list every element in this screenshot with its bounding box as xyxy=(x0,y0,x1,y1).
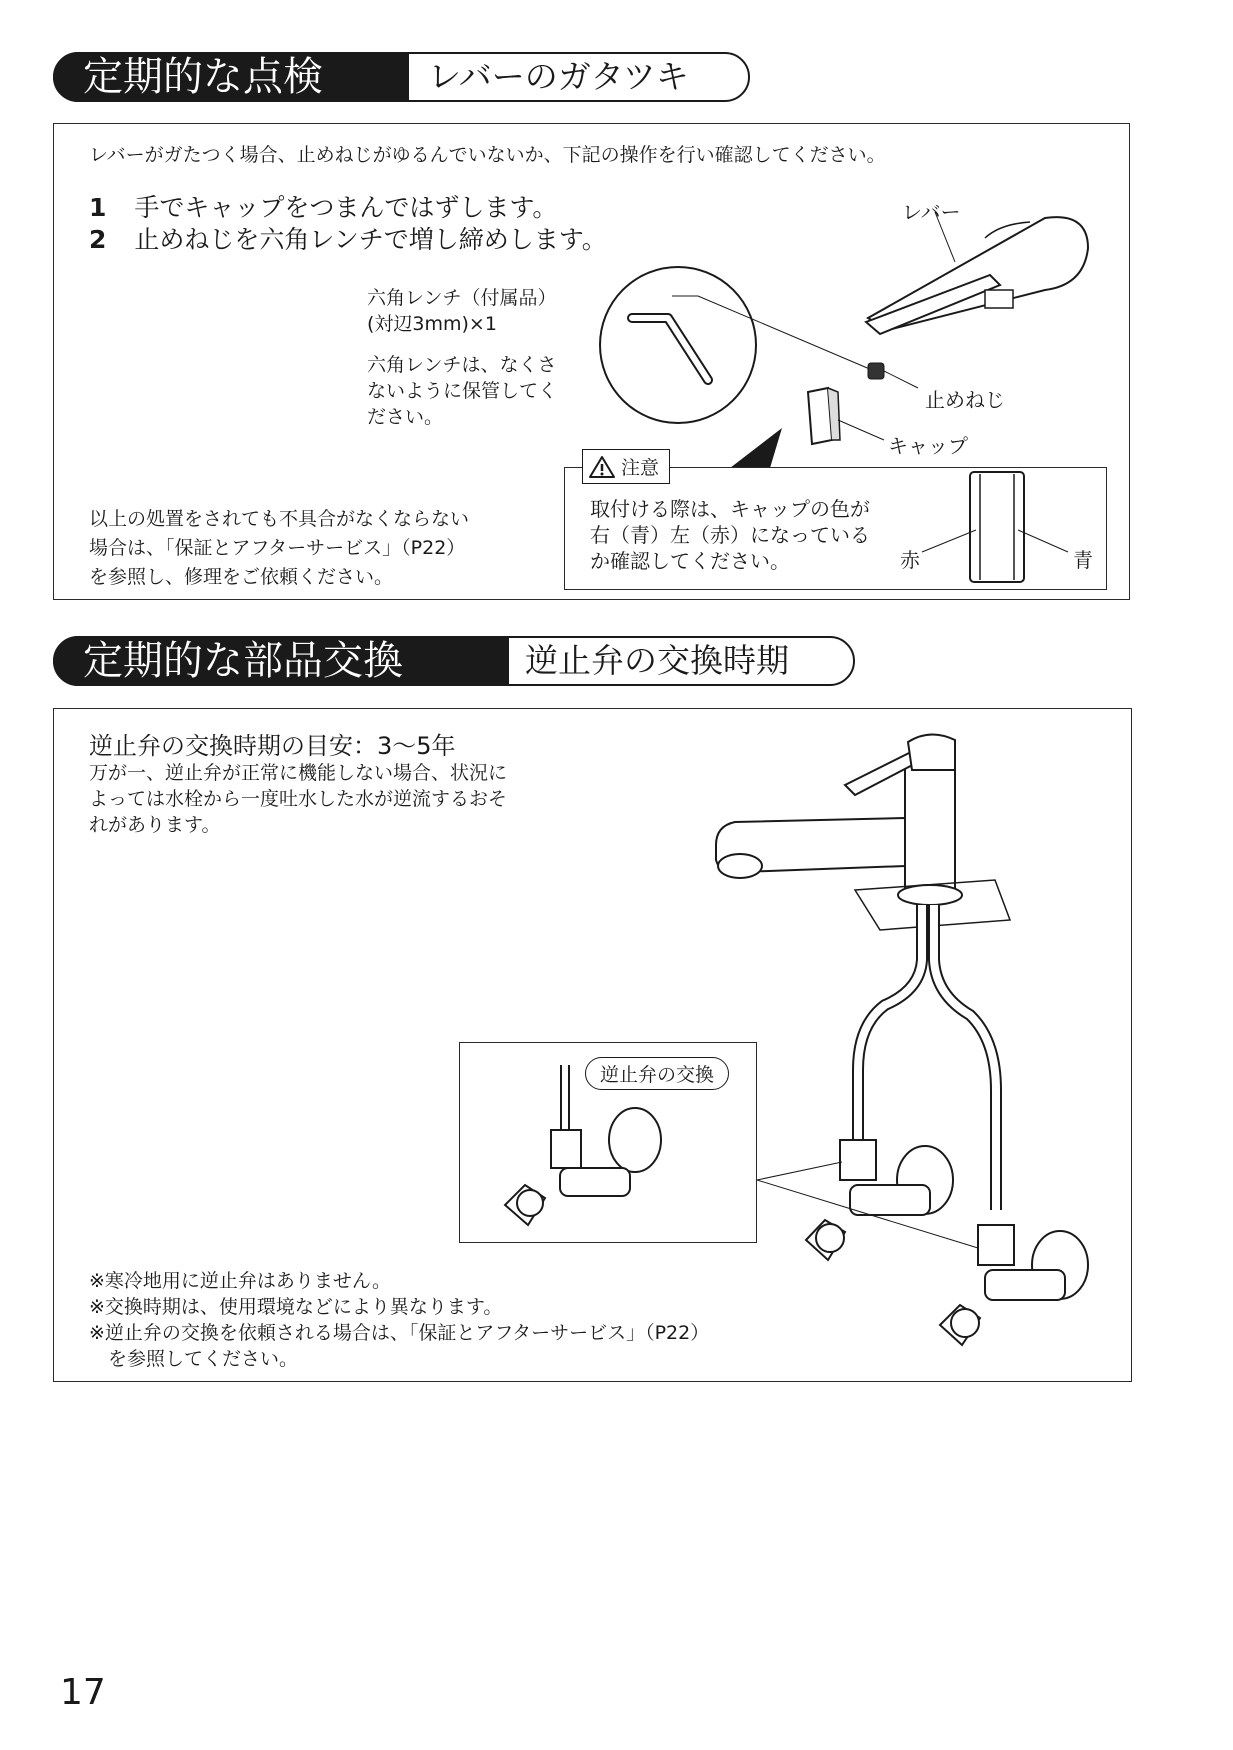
wrench-label-2: (対辺3mm)×1 xyxy=(367,313,497,335)
keep-note-1: 六角レンチは、なくさ xyxy=(367,354,557,376)
label-cap: キャップ xyxy=(888,434,968,458)
wrench-label-1: 六角レンチ（付属品） xyxy=(367,287,557,309)
section2-note-2: ※交換時期は、使用環境などにより異なります。 xyxy=(89,1296,503,1318)
section2-subtitle: 逆止弁の交換時期 xyxy=(525,641,789,680)
section2-note-3: ※逆止弁の交換を依頼される場合は、「保証とアフターサービス」（P22） xyxy=(89,1322,710,1344)
color-red-label: 赤 xyxy=(900,548,920,572)
section2-note-1: ※寒冷地用に逆止弁はありません。 xyxy=(89,1270,392,1292)
section2-desc-2: よっては水栓から一度吐水した水が逆流するおそ xyxy=(89,788,508,810)
step-1-text: 手でキャップをつまんではずします。 xyxy=(134,193,558,222)
label-lever: レバー xyxy=(902,200,961,224)
section1-note-3: を参照し、修理をご依頼ください。 xyxy=(89,566,394,588)
step-2-num: 2 xyxy=(89,225,107,254)
section1-title: 定期的な点検 xyxy=(53,52,409,102)
section2-desc-3: れがあります。 xyxy=(89,814,221,836)
keep-note-3: ださい。 xyxy=(367,406,444,428)
caution-line-3: か確認してください。 xyxy=(590,549,790,573)
step-2-text: 止めねじを六角レンチで増し締めします。 xyxy=(134,225,607,254)
color-blue-label: 青 xyxy=(1073,548,1093,572)
caution-line-2: 右（青）左（赤）になっている xyxy=(590,523,870,547)
section1-subtitle: レバーのガタツキ xyxy=(428,57,689,96)
keep-note-2: ないように保管してく xyxy=(367,380,558,402)
section1-note-1: 以上の処置をされても不具合がなくならない xyxy=(89,508,470,530)
replacement-guide: 逆止弁の交換時期の目安：3〜5年 xyxy=(89,732,456,760)
caution-line-1: 取付ける際は、キャップの色が xyxy=(590,497,870,521)
page-number: 17 xyxy=(60,1672,106,1713)
section1-intro: レバーがガたつく場合、止めねじがゆるんでいないか、下記の操作を行い確認してください。 xyxy=(89,144,886,166)
check-valve-callout: 逆止弁の交換 xyxy=(585,1057,729,1090)
label-screw: 止めねじ xyxy=(925,388,1005,412)
section2-desc-1: 万が一、逆止弁が正常に機能しない場合、状況に xyxy=(89,762,508,784)
section2-title: 定期的な部品交換 xyxy=(53,636,509,686)
section2-note-4: を参照してください。 xyxy=(89,1348,299,1370)
section1-note-2: 場合は、「保証とアフターサービス」（P22） xyxy=(89,537,466,559)
step-1-num: 1 xyxy=(89,193,107,222)
caution-tag-label: 注意 xyxy=(621,457,660,479)
